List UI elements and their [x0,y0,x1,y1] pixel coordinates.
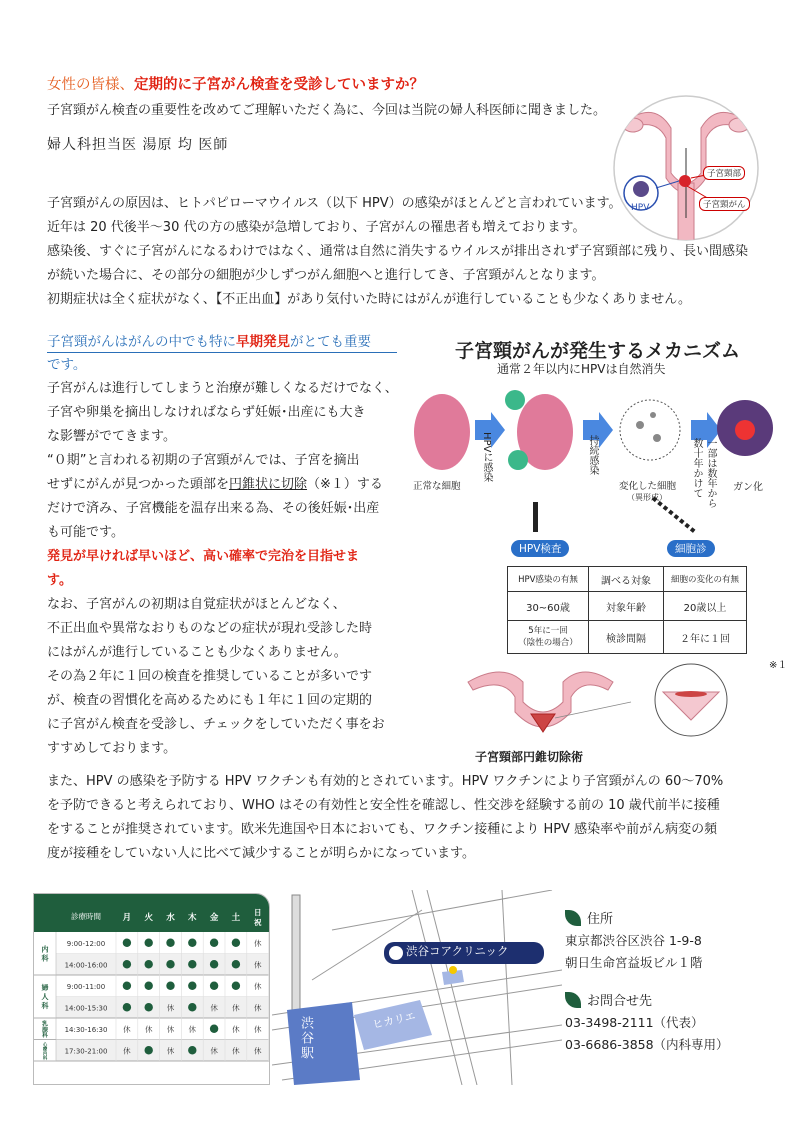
schedule-open-mark [145,1003,153,1011]
vaccine-line: を予防できると考えられており、WHO はその有効性と安全性を確認し、性交渉を経験する前の 10 歳代前半に接種 [47,798,720,813]
schedule-open-mark [210,982,218,990]
body-line: “０期”と言われる初期の子宮頸がんでは、子宮を摘出 [47,453,360,468]
vaccine-line: をすることが推奨されています。欧米先進国や日本においても、ワクチン接種により HPV 感染率や前がん病変の頻 [47,822,718,837]
body-line: だけで済み、子宮機能を温存出来る為、その後妊娠･出産 [47,501,380,516]
section-early-detection [47,331,397,761]
schedule-open-mark [166,939,174,947]
table-cell: 30~60歳 [508,592,589,621]
schedule-open-mark [145,939,153,947]
headline-sub: 子宮頸がん検査の重要性を改めてご理解いただく為に、今回は当院の婦人科医師に聞きました。 [47,103,607,118]
intro-line: 感染後、すぐに子宮がんになるわけではなく、通常は自然に消失するウイルスが排出されず子宮頸部に残り、長い間感染 [47,244,748,259]
inquiry-label: お問合せ先 [587,994,653,1009]
section-title-pre: 子宮頸がんはがんの中でも特に [47,334,236,350]
headline-highlight: 定期的に子宮がん検査を受診していますか？ [134,77,424,93]
table-cell [508,621,589,654]
table-cell: ２年に１回 [664,621,747,654]
label-hpv-infect: HPVに感染 [481,432,492,483]
schedule-dept-label: 腺 [42,1027,48,1034]
address-line: 東京都渋谷区渋谷 1-9-8 [565,933,702,948]
table-cell: 細胞の変化の有無 [664,567,747,592]
body-text: （※１）する [307,477,383,492]
schedule-open-mark [210,1025,218,1033]
intro-line: 子宮頸がんの原因は、ヒトパピローマウイルス（以下 HPV）の感染がほとんどと言われています。 [47,196,622,211]
schedule-closed-mark: 休 [253,1003,262,1013]
schedule-dept-label: 人 [41,993,49,1001]
schedule-open-mark [166,982,174,990]
schedule-open-mark [232,960,240,968]
schedule-closed-mark: 休 [166,1024,175,1034]
body-line: にはがんが進行していることも少なくありません。 [47,645,347,660]
badge-hpv-test: HPV検査 [511,540,569,557]
schedule-dept-label: 科 [42,1056,48,1062]
highlight-line: す。 [47,573,72,588]
schedule-closed-mark: 休 [188,1024,197,1034]
schedule-day-label: 金 [209,913,219,923]
uterus-label-cervix: 子宮頸部 [703,166,745,180]
leaf-icon [565,910,581,926]
section-title-post1: がとても重要 [290,334,371,350]
schedule-day-label: 火 [144,913,153,923]
body-line: なお、子宮がんの初期は自覚症状がほとんどなく、 [47,597,346,612]
badge-cytology: 細胞診 [667,540,715,557]
address-heading [565,908,785,930]
page-headline [47,73,424,97]
schedule-open-mark [145,1046,153,1054]
schedule-time: 17:30-21:00 [64,1047,108,1056]
section-title [47,331,397,353]
schedule-closed-mark: 休 [210,1003,218,1013]
label-changed-cell: 変化した細胞 [619,481,677,492]
highlight-line: 発見が早ければ早いほど、高い確率で完治を目指せま [47,549,360,564]
body-line: に子宮がん検査を受診し、チェックをしていただく事をお [47,717,385,732]
footnote-mark: ※１ [769,660,788,671]
schedule-day-label: 水 [166,913,175,923]
label-cancer: ガン化 [733,482,763,493]
schedule-closed-mark: 休 [123,1024,131,1034]
schedule-grid [34,894,269,1084]
intro-line: が続いた場合に、その部分の細胞が少しずつがん細胞へと進行してき、子宮頸がんとなります。 [47,268,605,283]
schedule-dept-label: 心 [42,1043,48,1049]
schedule-open-mark [123,960,131,968]
body-text: せずにがんが見つかった頭部を [47,477,230,492]
schedule-time: 9:00-12:00 [66,939,106,948]
clinic-label: 渋谷コアクリニック [406,944,509,958]
schedule-closed-mark: 休 [232,1046,240,1056]
table-cell-text: 5年に一回 [528,626,568,636]
schedule-closed-mark: 休 [232,1024,240,1034]
schedule-dept-label: 科 [42,1033,48,1040]
schedule-open-mark [188,960,196,968]
test-comparison-table [507,566,747,654]
schedule-open-mark [232,982,240,990]
table-cell: 対象年齢 [589,592,664,621]
phone-internal[interactable]: 03-6686-3858（内科専用） [565,1037,729,1052]
schedule-dept-label: 婦 [41,984,49,992]
schedule-open-mark [232,939,240,947]
headline-lead: 女性の皆様、 [47,77,134,93]
station-label: 渋谷駅 [298,1016,313,1061]
address-label: 住所 [587,912,614,927]
vaccine-line: また、HPV の感染を予防する HPV ワクチンも有効的とされています。HPV ワクチンにより子宮頸がんの 60～70% [47,774,724,789]
uterus-label-cancer: 子宮頸がん [699,197,750,211]
schedule-header-time: 診療時間 [71,912,101,921]
contact-block [565,908,785,1056]
phone-main[interactable]: 03-3498-2111（代表） [565,1015,704,1030]
access-map [272,890,562,1085]
schedule-open-mark [188,939,196,947]
schedule-closed-mark: 休 [253,938,262,948]
body-line: その為２年に１回の検査を推奨していることが多いです [47,669,373,684]
table-cell: 20歳以上 [664,592,747,621]
table-cell: 検診間隔 [589,621,664,654]
uterus-label-hpv: HPV [631,203,650,213]
schedule-open-mark [123,1003,131,1011]
schedule-closed-mark: 休 [166,1046,175,1056]
schedule-time: 9:00-11:00 [66,982,106,991]
schedule-dept-label: 科 [41,954,49,963]
schedule-open-mark [210,960,218,968]
table-cell: HPV感染の有無 [508,567,589,592]
label-years: 数十年かけて [691,438,702,498]
schedule-time: 14:30-16:30 [64,1025,108,1034]
schedule-closed-mark: 休 [253,981,262,991]
schedule-closed-mark: 休 [210,1046,218,1056]
schedule-day-label: 日 [253,908,262,917]
body-line: な影響がでてきます。 [47,429,176,444]
schedule-closed-mark: 休 [166,1003,175,1013]
intro-line: 近年は 20 代後半～30 代の方の感染が急増しており、子宮がんの罹患者も増えております。 [47,220,586,235]
schedule-closed-mark: 休 [253,960,262,970]
mechanism-diagram [405,330,788,770]
schedule-open-mark [188,1003,196,1011]
body-line: 不正出血や異常なおりものなどの症状が現れ受診した時 [47,621,373,636]
label-persistent: 持続感染 [587,435,598,475]
schedule-closed-mark: 休 [253,1024,262,1034]
postal-mark: 〒 [418,967,428,977]
schedule-time: 14:00-15:30 [64,1004,108,1013]
schedule-day-label: 月 [122,913,132,923]
schedule-open-mark [123,982,131,990]
conization-caption: 子宮頸部円錐切除術 [475,750,584,764]
body-line: が、検査の習慣化を高めるためにも１年に１回の定期的 [47,693,373,708]
schedule-closed-mark: 休 [144,1024,153,1034]
underlined-text: 円錐状に切除 [229,477,308,492]
schedule-open-mark [210,939,218,947]
body-line: 子宮や卵巣を摘出しなければならず妊娠･出産にも大き [47,405,366,420]
label-years: 一部は数年から [705,438,716,508]
section-title-line2: です。 [47,352,397,376]
schedule-open-mark [188,1046,196,1054]
schedule-table [33,893,270,1085]
schedule-day-label: 祝 [253,918,262,927]
schedule-day-label: 木 [188,913,197,923]
hikarie-label: ヒカリエ [371,1009,417,1032]
schedule-open-mark [145,982,153,990]
intro-line: 初期症状は全く症状がなく、【不正出血】があり気付いた時にはがんが進行していることも少なくありません。 [47,292,692,307]
mechanism-subtitle: 通常２年以内にHPVは自然消失 [497,362,666,376]
vaccine-paragraph [47,770,723,866]
table-cell-text: （陰性の場合） [518,638,578,648]
schedule-closed-mark: 休 [232,1003,240,1013]
schedule-open-mark [123,939,131,947]
conization-illustration [463,662,763,742]
body-line: も可能です。 [47,525,124,540]
body-line: すすめしております。 [47,741,177,756]
section-title-em: 早期発見 [236,334,290,350]
schedule-time: 14:00-16:00 [64,961,108,970]
inquiry-heading [565,990,785,1012]
doctor-name: 婦人科担当医 湯原 均 医師 [47,137,229,153]
schedule-open-mark [188,982,196,990]
schedule-closed-mark: 休 [123,1046,131,1056]
label-normal-cell: 正常な細胞 [413,481,461,492]
mechanism-title: 子宮頸がんが発生するメカニズム [455,340,741,362]
table-cell: 調べる対象 [589,567,664,592]
schedule-closed-mark: 休 [253,1046,262,1056]
schedule-dept-label: 内 [41,945,49,954]
schedule-open-mark [166,960,174,968]
schedule-dept-label: 科 [41,1002,49,1010]
body-line: 子宮がんは進行してしまうと治療が難しくなるだけでなく、 [47,381,398,396]
schedule-dept-label: 乳 [42,1021,48,1028]
label-changed-sub: （異形成） [627,493,667,502]
body-line [47,473,397,497]
intro-paragraph [47,192,748,312]
address-line: 朝日生命宮益坂ビル１階 [565,955,703,970]
leaf-icon [565,992,581,1008]
schedule-day-label: 土 [231,913,241,923]
schedule-open-mark [145,960,153,968]
schedule-dept-label: 内 [42,1051,48,1057]
vaccine-line: 度が接種をしていない人に比べて減少することが明らかになっています。 [47,846,475,861]
schedule-dept-label: 療 [42,1047,48,1053]
